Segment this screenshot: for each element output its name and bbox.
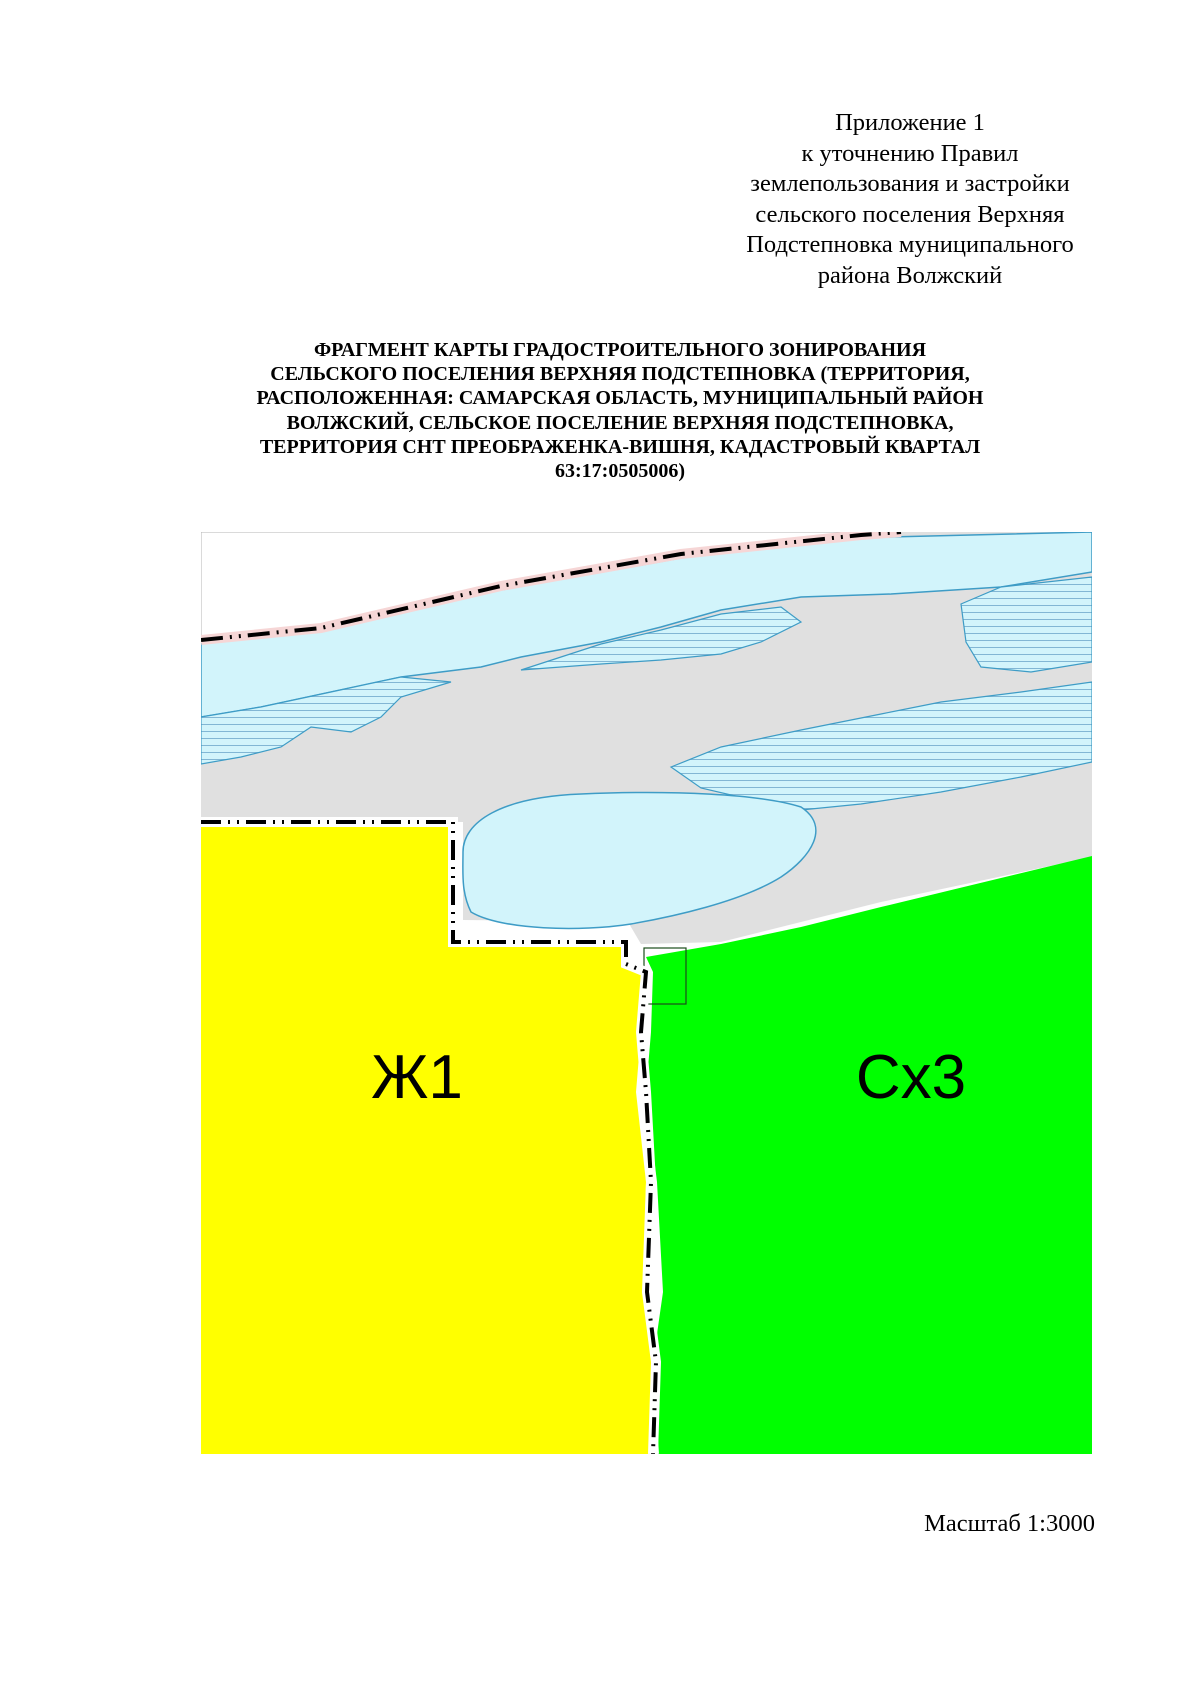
map-scale: Масштаб 1:3000 — [924, 1510, 1095, 1537]
title-line: СЕЛЬСКОГО ПОСЕЛЕНИЯ ВЕРХНЯЯ ПОДСТЕПНОВКА (ТЕРРИТОРИЯ, — [270, 363, 970, 386]
zoning-map-svg — [201, 532, 1092, 1454]
zone-label-zh1: Ж1 — [371, 1043, 463, 1112]
document-title — [160, 338, 1080, 483]
title-line: ВОЛЖСКИЙ, СЕЛЬСКОЕ ПОСЕЛЕНИЕ ВЕРХНЯЯ ПОДСТЕПНОВКА, — [286, 411, 954, 434]
appendix-line: сельского поселения Верхняя — [755, 200, 1065, 228]
appendix-line: Приложение 1 — [835, 109, 985, 136]
zone-cx3-area — [646, 856, 1092, 1454]
title-line: РАСПОЛОЖЕННАЯ: САМАРСКАЯ ОБЛАСТЬ, МУНИЦИПАЛЬНЫЙ РАЙОН — [256, 387, 984, 410]
appendix-line: района Волжский — [817, 261, 1003, 289]
appendix-line: к уточнению Правил — [801, 139, 1019, 167]
appendix-note — [700, 108, 1120, 291]
title-line: ТЕРРИТОРИЯ СНТ ПРЕОБРАЖЕНКА-ВИШНЯ, КАДАСТРОВЫЙ КВАРТАЛ — [259, 435, 981, 458]
title-line: ФРАГМЕНТ КАРТЫ ГРАДОСТРОИТЕЛЬНОГО ЗОНИРОВАНИЯ — [313, 339, 927, 361]
appendix-line: землепользования и застройки — [750, 170, 1070, 197]
appendix-line: Подстепновка муниципального — [746, 231, 1074, 258]
title-line: 63:17:0505006) — [555, 460, 685, 483]
zoning-map — [201, 532, 1092, 1454]
zone-label-cx3: Сх3 — [855, 1043, 967, 1112]
